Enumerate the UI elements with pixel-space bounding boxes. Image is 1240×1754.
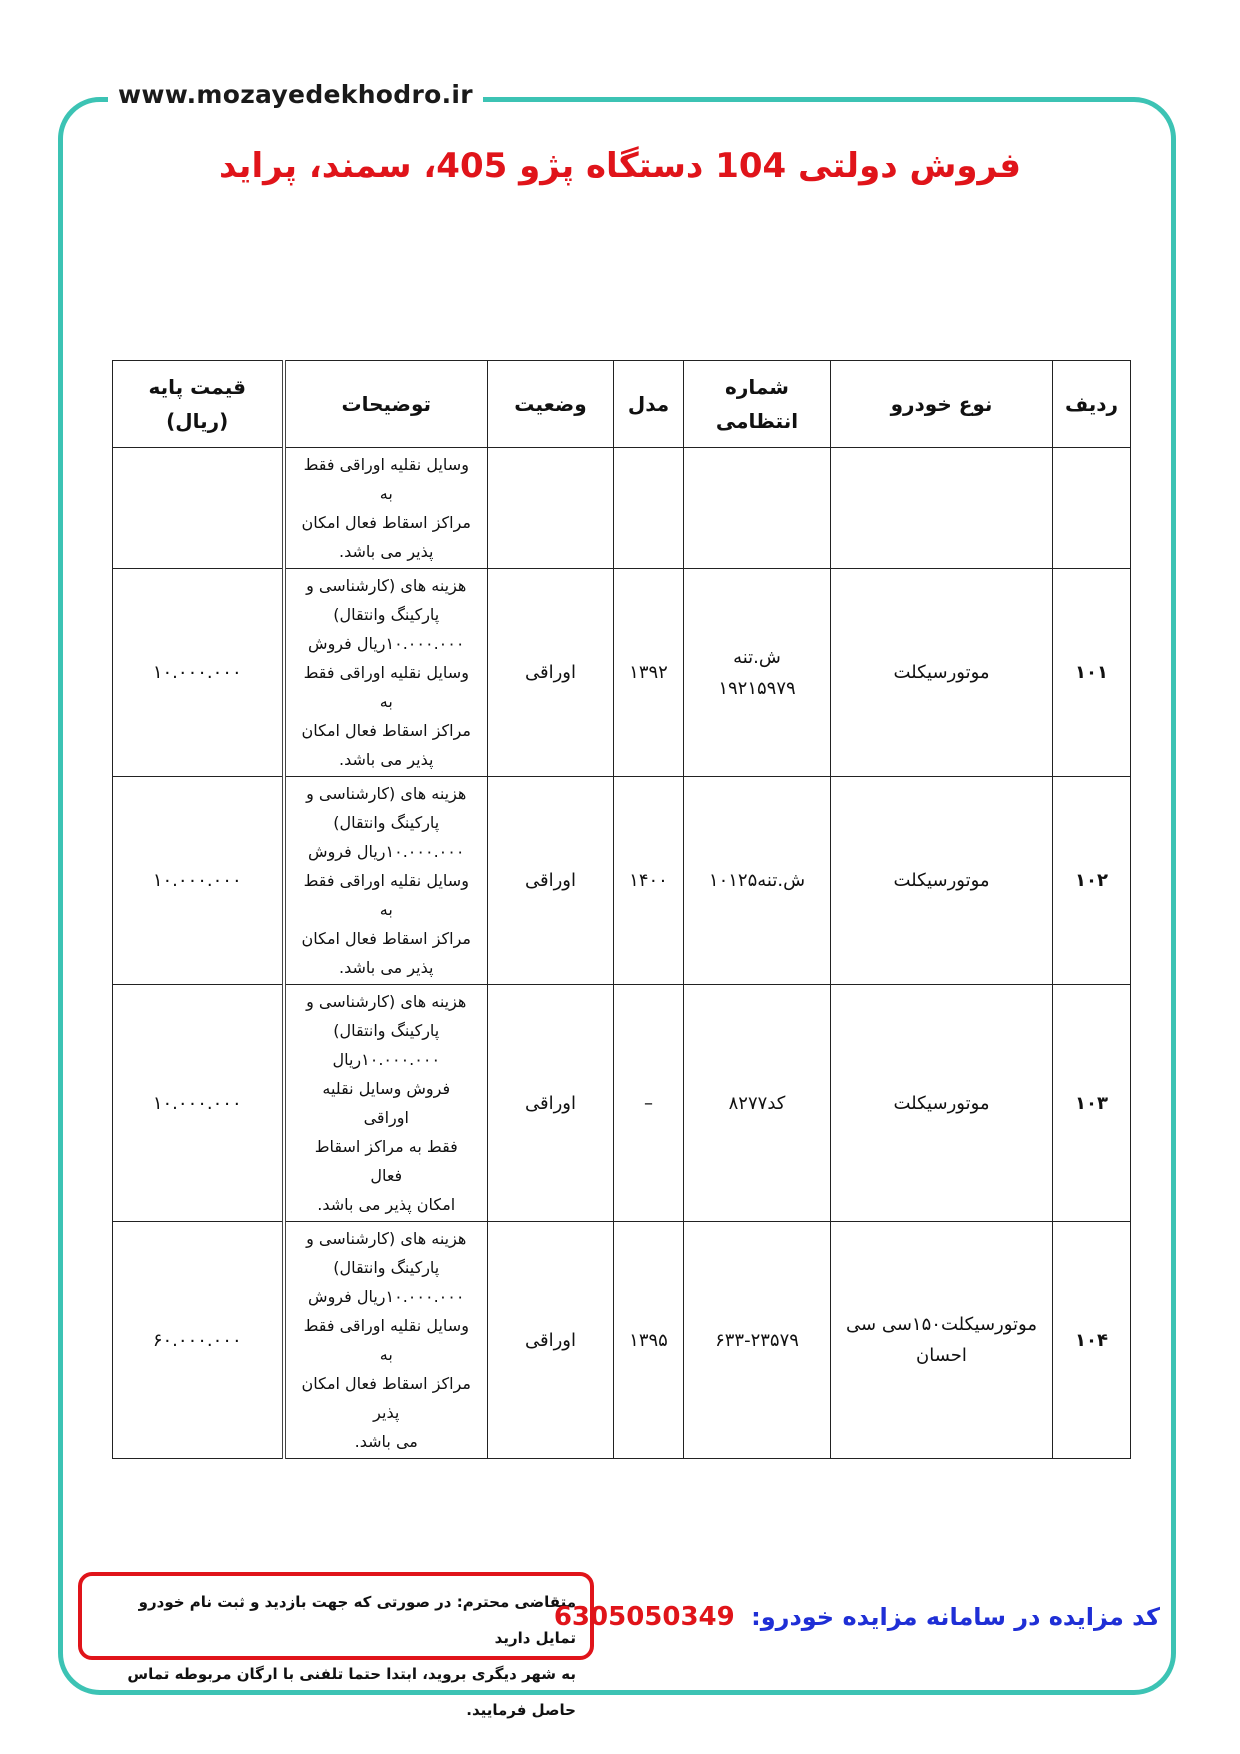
cell-description: وسایل نقلیه اوراقی فقط به مراکز اسقاط فعال امکان پذیر می باشد. <box>284 448 488 569</box>
header-serial: شماره انتظامی <box>684 361 831 448</box>
table-row <box>113 1222 1131 1459</box>
auction-code-line <box>554 1602 1160 1632</box>
cell-serial: کد۸۲۷۷ <box>684 985 831 1222</box>
cell-row-number: ۱۰۴ <box>1053 1222 1131 1459</box>
cell-base-price: ۱۰.۰۰۰.۰۰۰ <box>113 569 284 777</box>
cell-status: اوراقی <box>488 777 614 985</box>
cell-empty <box>684 448 831 569</box>
cell-base-price: ۱۰.۰۰۰.۰۰۰ <box>113 777 284 985</box>
cell-serial: ش.تنه ۱۹۲۱۵۹۷۹ <box>684 569 831 777</box>
vehicles-table <box>112 360 1131 1459</box>
table-header-row <box>113 361 1131 448</box>
header-base-price: قیمت پایه (ریال) <box>113 361 284 448</box>
website-url: www.mozayedekhodro.ir <box>108 80 483 109</box>
cell-description: هزینه های (کارشناسی و پارکینگ وانتقال) ۱۰.۰۰۰.۰۰۰ریال فروش وسایل نقلیه اوراقی فقط به مراکز اسقاط فعال امکان پذیر می باشد. <box>284 569 488 777</box>
notice-line: متقاضی محترم: در صورتی که جهت بازدید و ثبت نام خودرو تمایل دارید <box>138 1593 576 1647</box>
header-row-number: ردیف <box>1053 361 1131 448</box>
cell-serial: ش.تنه۱۰۱۲۵ <box>684 777 831 985</box>
cell-vehicle-type: موتورسیکلت <box>831 569 1053 777</box>
cell-row-number: ۱۰۱ <box>1053 569 1131 777</box>
cell-vehicle-type: موتورسیکلت <box>831 985 1053 1222</box>
cell-vehicle-type: موتورسیکلت <box>831 777 1053 985</box>
header-vehicle-type: نوع خودرو <box>831 361 1053 448</box>
cell-model: ۱۴۰۰ <box>614 777 684 985</box>
page-title: فروش دولتی 104 دستگاه پژو 405، سمند، پراید <box>219 146 1021 186</box>
cell-model: – <box>614 985 684 1222</box>
table-row <box>113 985 1131 1222</box>
table-row-intro <box>113 448 1131 569</box>
cell-description: هزینه های (کارشناسی و پارکینگ وانتقال) ۱۰.۰۰۰.۰۰۰ریال فروش وسایل نقلیه اوراقی فقط به مراکز اسقاط فعال امکان پذیر می باشد. <box>284 985 488 1222</box>
header-model: مدل <box>614 361 684 448</box>
auction-code-label: کد مزایده در سامانه مزایده خودرو: <box>751 1603 1160 1631</box>
cell-empty <box>1053 448 1131 569</box>
cell-model: ۱۳۹۵ <box>614 1222 684 1459</box>
cell-empty <box>488 448 614 569</box>
auction-code-value: 6305050349 <box>553 1602 735 1632</box>
notice-box <box>78 1572 594 1719</box>
notice-line: به شهر دیگری بروید، ابتدا حتما تلفنی با ارگان مربوطه تماس حاصل فرمایید. <box>127 1665 576 1719</box>
cell-empty <box>113 448 284 569</box>
cell-empty <box>831 448 1053 569</box>
table-row <box>113 569 1131 777</box>
cell-description: هزینه های (کارشناسی و پارکینگ وانتقال) ۱۰.۰۰۰.۰۰۰ریال فروش وسایل نقلیه اوراقی فقط به مراکز اسقاط فعال امکان پذیر می باشد. <box>284 1222 488 1459</box>
cell-base-price: ۶۰.۰۰۰.۰۰۰ <box>113 1222 284 1459</box>
cell-vehicle-type: موتورسیکلت۱۵۰سی سی احسان <box>831 1222 1053 1459</box>
cell-serial: ۶۳۳-۲۳۵۷۹ <box>684 1222 831 1459</box>
cell-status: اوراقی <box>488 1222 614 1459</box>
cell-description: هزینه های (کارشناسی و پارکینگ وانتقال) ۱۰.۰۰۰.۰۰۰ریال فروش وسایل نقلیه اوراقی فقط به مراکز اسقاط فعال امکان پذیر می باشد. <box>284 777 488 985</box>
cell-status: اوراقی <box>488 569 614 777</box>
table-row <box>113 777 1131 985</box>
cell-empty <box>614 448 684 569</box>
header-description: توضیحات <box>284 361 488 448</box>
cell-model: ۱۳۹۲ <box>614 569 684 777</box>
cell-row-number: ۱۰۳ <box>1053 985 1131 1222</box>
cell-base-price: ۱۰.۰۰۰.۰۰۰ <box>113 985 284 1222</box>
cell-status: اوراقی <box>488 985 614 1222</box>
cell-row-number: ۱۰۲ <box>1053 777 1131 985</box>
header-status: وضعیت <box>488 361 614 448</box>
